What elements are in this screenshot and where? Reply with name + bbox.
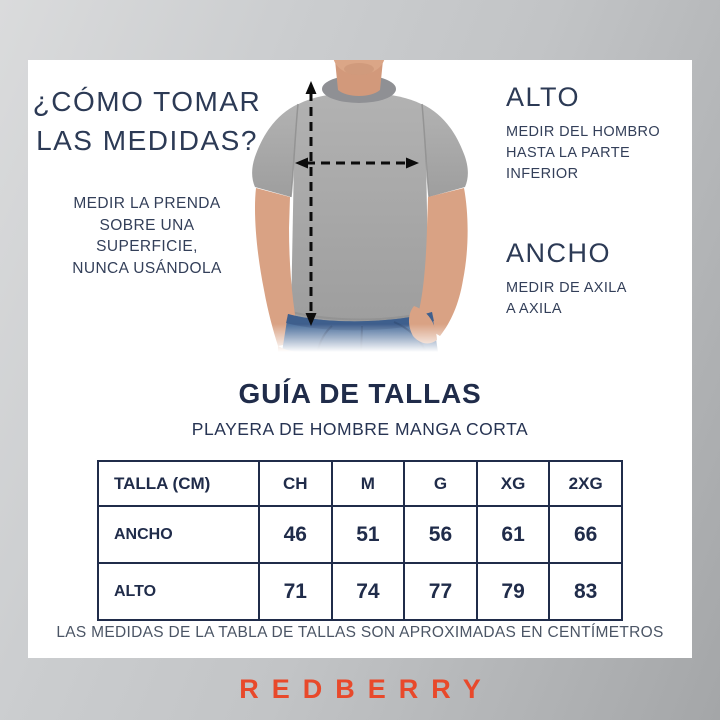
size-value: 66 — [549, 506, 622, 563]
size-value: 46 — [259, 506, 332, 563]
size-guide-title: GUÍA DE TALLAS — [238, 378, 482, 409]
size-table — [97, 460, 623, 621]
measuring-note-line: SUPERFICIE, — [96, 238, 198, 255]
size-table-footnote: LAS MEDIDAS DE LA TABLA DE TALLAS SON APROXIMADAS EN CENTÍMETROS — [56, 624, 664, 641]
size-value: 51 — [332, 506, 405, 563]
size-guide-subtitle: PLAYERA DE HOMBRE MANGA CORTA — [191, 419, 529, 439]
page-title — [28, 82, 266, 160]
alto-description-line: INFERIOR — [506, 166, 579, 182]
alto-description — [506, 122, 692, 185]
size-value: 83 — [549, 563, 622, 620]
ancho-heading: ANCHO — [506, 238, 612, 268]
size-value: 77 — [404, 563, 477, 620]
size-table-header-cell: G — [404, 461, 477, 506]
alto-heading: ALTO — [506, 82, 581, 112]
size-guide-card — [28, 60, 692, 658]
brand-logo: REDBERRY — [239, 673, 494, 704]
size-table-header-cell: CH — [259, 461, 332, 506]
measuring-note-line: NUNCA USÁNDOLA — [72, 259, 222, 277]
tshirt-measure-illustration — [238, 60, 490, 352]
ancho-description-line: A AXILA — [506, 301, 563, 317]
tshirt-right-sleeve — [422, 104, 468, 197]
alto-description-line: HASTA LA PARTE — [506, 145, 631, 161]
size-value: 56 — [404, 506, 477, 563]
row-label-alto: ALTO — [98, 563, 259, 620]
size-value: 79 — [477, 563, 550, 620]
measuring-note-line: MEDIR LA PRENDA — [73, 195, 221, 212]
measuring-note-line: SOBRE UNA — [99, 216, 195, 234]
model-photo — [238, 60, 490, 352]
measurement-definitions — [506, 60, 692, 320]
size-table-header-cell: TALLA (CM) — [98, 461, 259, 506]
measuring-note — [28, 193, 266, 279]
ancho-description-line: MEDIR DE AXILA — [506, 280, 627, 296]
size-table-header-cell: M — [332, 461, 405, 506]
ancho-description — [506, 278, 692, 320]
size-value: 74 — [332, 563, 405, 620]
tshirt-left-sleeve — [252, 104, 298, 197]
alto-description-line: MEDIR DEL HOMBRO — [506, 124, 661, 140]
size-value: 61 — [477, 506, 550, 563]
page-title-line1: ¿CÓMO TOMAR — [32, 86, 262, 117]
table-row — [98, 563, 622, 620]
size-table-header-cell: XG — [477, 461, 550, 506]
size-table-header-row — [98, 461, 622, 506]
table-row — [98, 506, 622, 563]
size-table-header-cell: 2XG — [549, 461, 622, 506]
size-value: 71 — [259, 563, 332, 620]
page-title-line2: LAS MEDIDAS? — [36, 125, 258, 156]
row-label-ancho: ANCHO — [98, 506, 259, 563]
